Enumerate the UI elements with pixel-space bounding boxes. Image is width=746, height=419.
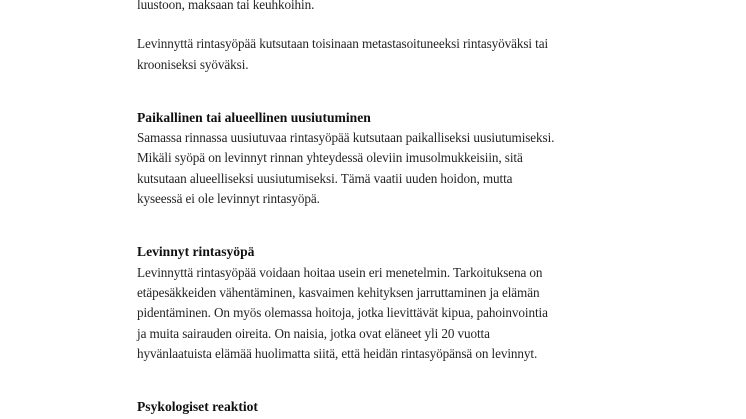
section-paragraph [137, 128, 697, 209]
text-line: kutsutaan alueelliseksi uusiutumiseksi. Tämä vaatii uuden hoidon, mutta [137, 170, 513, 186]
text-line: Levinnyttä rintasyöpää voidaan hoitaa usein eri menetelmin. Tarkoituksena on [137, 264, 543, 280]
document-text-column [137, 0, 697, 417]
section-heading-psykologiset-reaktiot: Psykologiset reaktiot [137, 399, 258, 415]
text-line: krooniseksi syöväksi. [137, 56, 249, 72]
text-line: Mikäli syöpä on levinnyt rinnan yhteydessä oleviin imusolmukkeisiin, sitä [137, 150, 523, 166]
text-line: pidentäminen. On myös olemassa hoitoja, jotka lievittävät kipua, pahoinvointia [137, 305, 548, 321]
text-line: kyseessä ei ole levinnyt rintasyöpä. [137, 191, 320, 207]
section-paragraph [137, 263, 697, 364]
paragraph-fragment [137, 0, 697, 15]
intro-paragraph [137, 34, 697, 75]
section-heading-levinnyt-rintasyopa: Levinnyt rintasyöpä [137, 244, 255, 260]
text-line: Levinnyttä rintasyöpää kutsutaan toisinaan metastasoituneeksi rintasyöväksi tai [137, 36, 549, 52]
text-line: luustoon, maksaan tai keuhkoihin. [137, 0, 315, 12]
text-line: etäpesäkkeiden vähentäminen, kasvaimen kehityksen jarruttaminen ja elämän [137, 284, 540, 300]
text-line: Samassa rinnassa uusiutuvaa rintasyöpää kutsutaan paikalliseksi uusiutumiseksi. [137, 130, 555, 146]
section-heading-paikallinen-tai-alueellinen-uusiutuminen: Paikallinen tai alueellinen uusiutuminen [137, 109, 371, 125]
text-line: ja muita sairauden oireita. On naisia, jotka ovat eläneet yli 20 vuotta [137, 325, 490, 341]
text-line: hyvänlaatuista elämää huolimatta siitä, että heidän rintasyöpänsä on levinnyt. [137, 345, 538, 361]
